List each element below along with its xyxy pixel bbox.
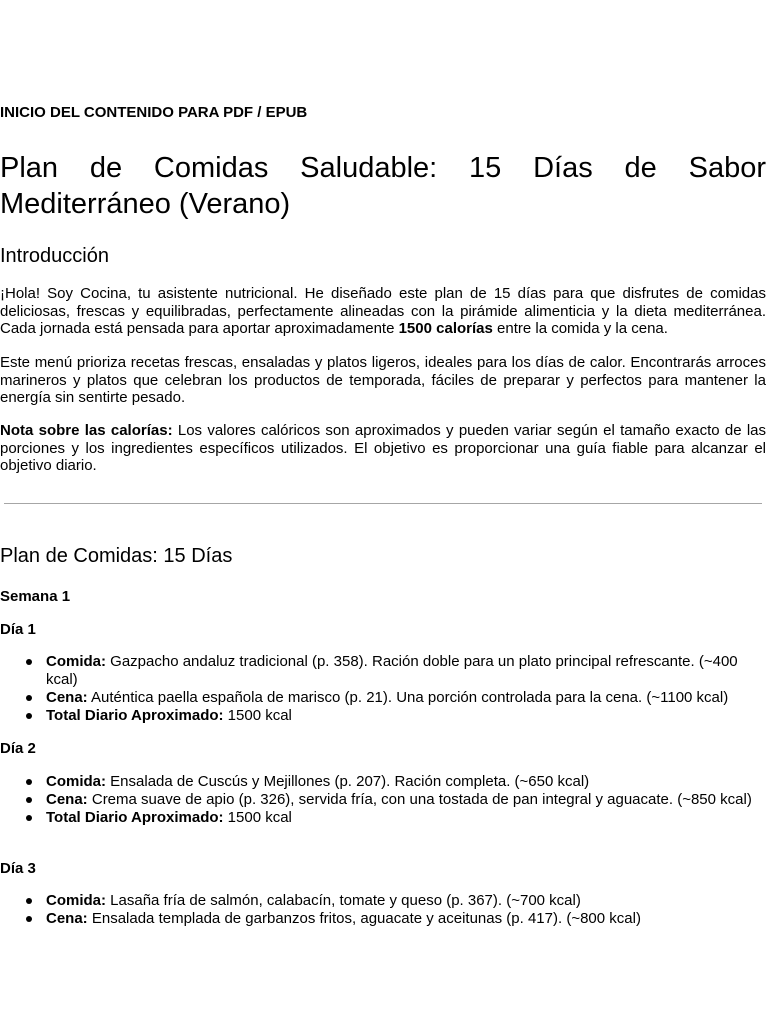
meal-text: Gazpacho andaluz tradicional (p. 358). Ración doble para un plato principal refrescante. (~400 kcal): [46, 653, 738, 688]
day-label: Día 3: [0, 860, 36, 877]
meal-key: Total Diario Aproximado:: [46, 707, 224, 724]
calorie-note-text: Los valores calóricos son aproximados y pueden variar según el tamaño exacto de las porciones y los ingredientes específicos utilizados. El objetivo es proporcionar una guía fiable para alcanzar el objetivo diario.: [0, 422, 766, 474]
meal-text: Crema suave de apio (p. 326), servida fría, con una tostada de pan integral y aguacate. (~850 kcal): [87, 791, 752, 808]
intro-p1-bold: 1500 calorías: [398, 320, 493, 337]
page-title: Plan de Comidas Saludable: 15 Días de Sabor Mediterráneo (Verano): [0, 152, 766, 220]
meal-key: Cena:: [46, 910, 88, 927]
meal-key: Comida:: [46, 773, 106, 790]
intro-paragraph-2: Este menú prioriza recetas frescas, ensaladas y platos ligeros, ideales para los días de calor. Encontrarás arroces marineros y platos que celebran los productos de temporada, fáciles de preparar y perfectos para mantener la energía sin sentirte pesado.: [0, 354, 766, 406]
day-1-meal-list: [0, 653, 766, 725]
intro-p1-text-b: entre la comida y la cena.: [492, 320, 668, 337]
meal-text: 1500 kcal: [223, 809, 292, 826]
meal-text: Ensalada templada de garbanzos fritos, aguacate y aceitunas (p. 417). (~800 kcal): [87, 910, 641, 927]
list-item: [0, 773, 766, 791]
list-item: [0, 653, 766, 689]
meal-key: Total Diario Aproximado:: [46, 809, 224, 826]
meal-text: 1500 kcal: [223, 707, 292, 724]
meal-key: Comida:: [46, 892, 106, 909]
intro-p1-text-a: ¡Hola! Soy Cocina, tu asistente nutricional. He diseñado este plan de 15 días para que disfrutes de comidas deliciosas, frescas y equilibradas, perfectamente alineadas con la pirámide alimenticia y la dieta mediterránea. Cada jornada está pensada para aportar aproximadamente: [0, 285, 766, 337]
day-2-meal-list: [0, 773, 766, 827]
meal-text: Lasaña fría de salmón, calabacín, tomate y queso (p. 367). (~700 kcal): [106, 892, 581, 909]
meal-key: Comida:: [46, 653, 106, 670]
day-label: Día 1: [0, 621, 36, 638]
list-item: [0, 707, 766, 725]
meal-key: Cena:: [46, 689, 88, 706]
plan-heading: Plan de Comidas: 15 Días: [0, 545, 233, 567]
meal-key: Cena:: [46, 791, 88, 808]
intro-paragraph-3: [0, 422, 766, 475]
section-divider: [4, 503, 762, 504]
meal-text: Ensalada de Cuscús y Mejillones (p. 207). Ración completa. (~650 kcal): [106, 773, 590, 790]
day-label: Día 2: [0, 740, 36, 757]
intro-heading: Introducción: [0, 245, 109, 267]
week-label: Semana 1: [0, 588, 71, 605]
calorie-note-label: Nota sobre las calorías:: [0, 422, 173, 439]
pre-header: INICIO DEL CONTENIDO PARA PDF / EPUB: [0, 104, 308, 121]
list-item: [0, 791, 766, 809]
list-item: [0, 892, 766, 910]
meal-text: Auténtica paella española de marisco (p. 21). Una porción controlada para la cena. (~1100 kcal): [87, 689, 729, 706]
list-item: [0, 689, 766, 707]
list-item: [0, 809, 766, 827]
intro-paragraph-1: [0, 285, 766, 338]
list-item: [0, 910, 766, 928]
day-3-meal-list: [0, 892, 766, 928]
